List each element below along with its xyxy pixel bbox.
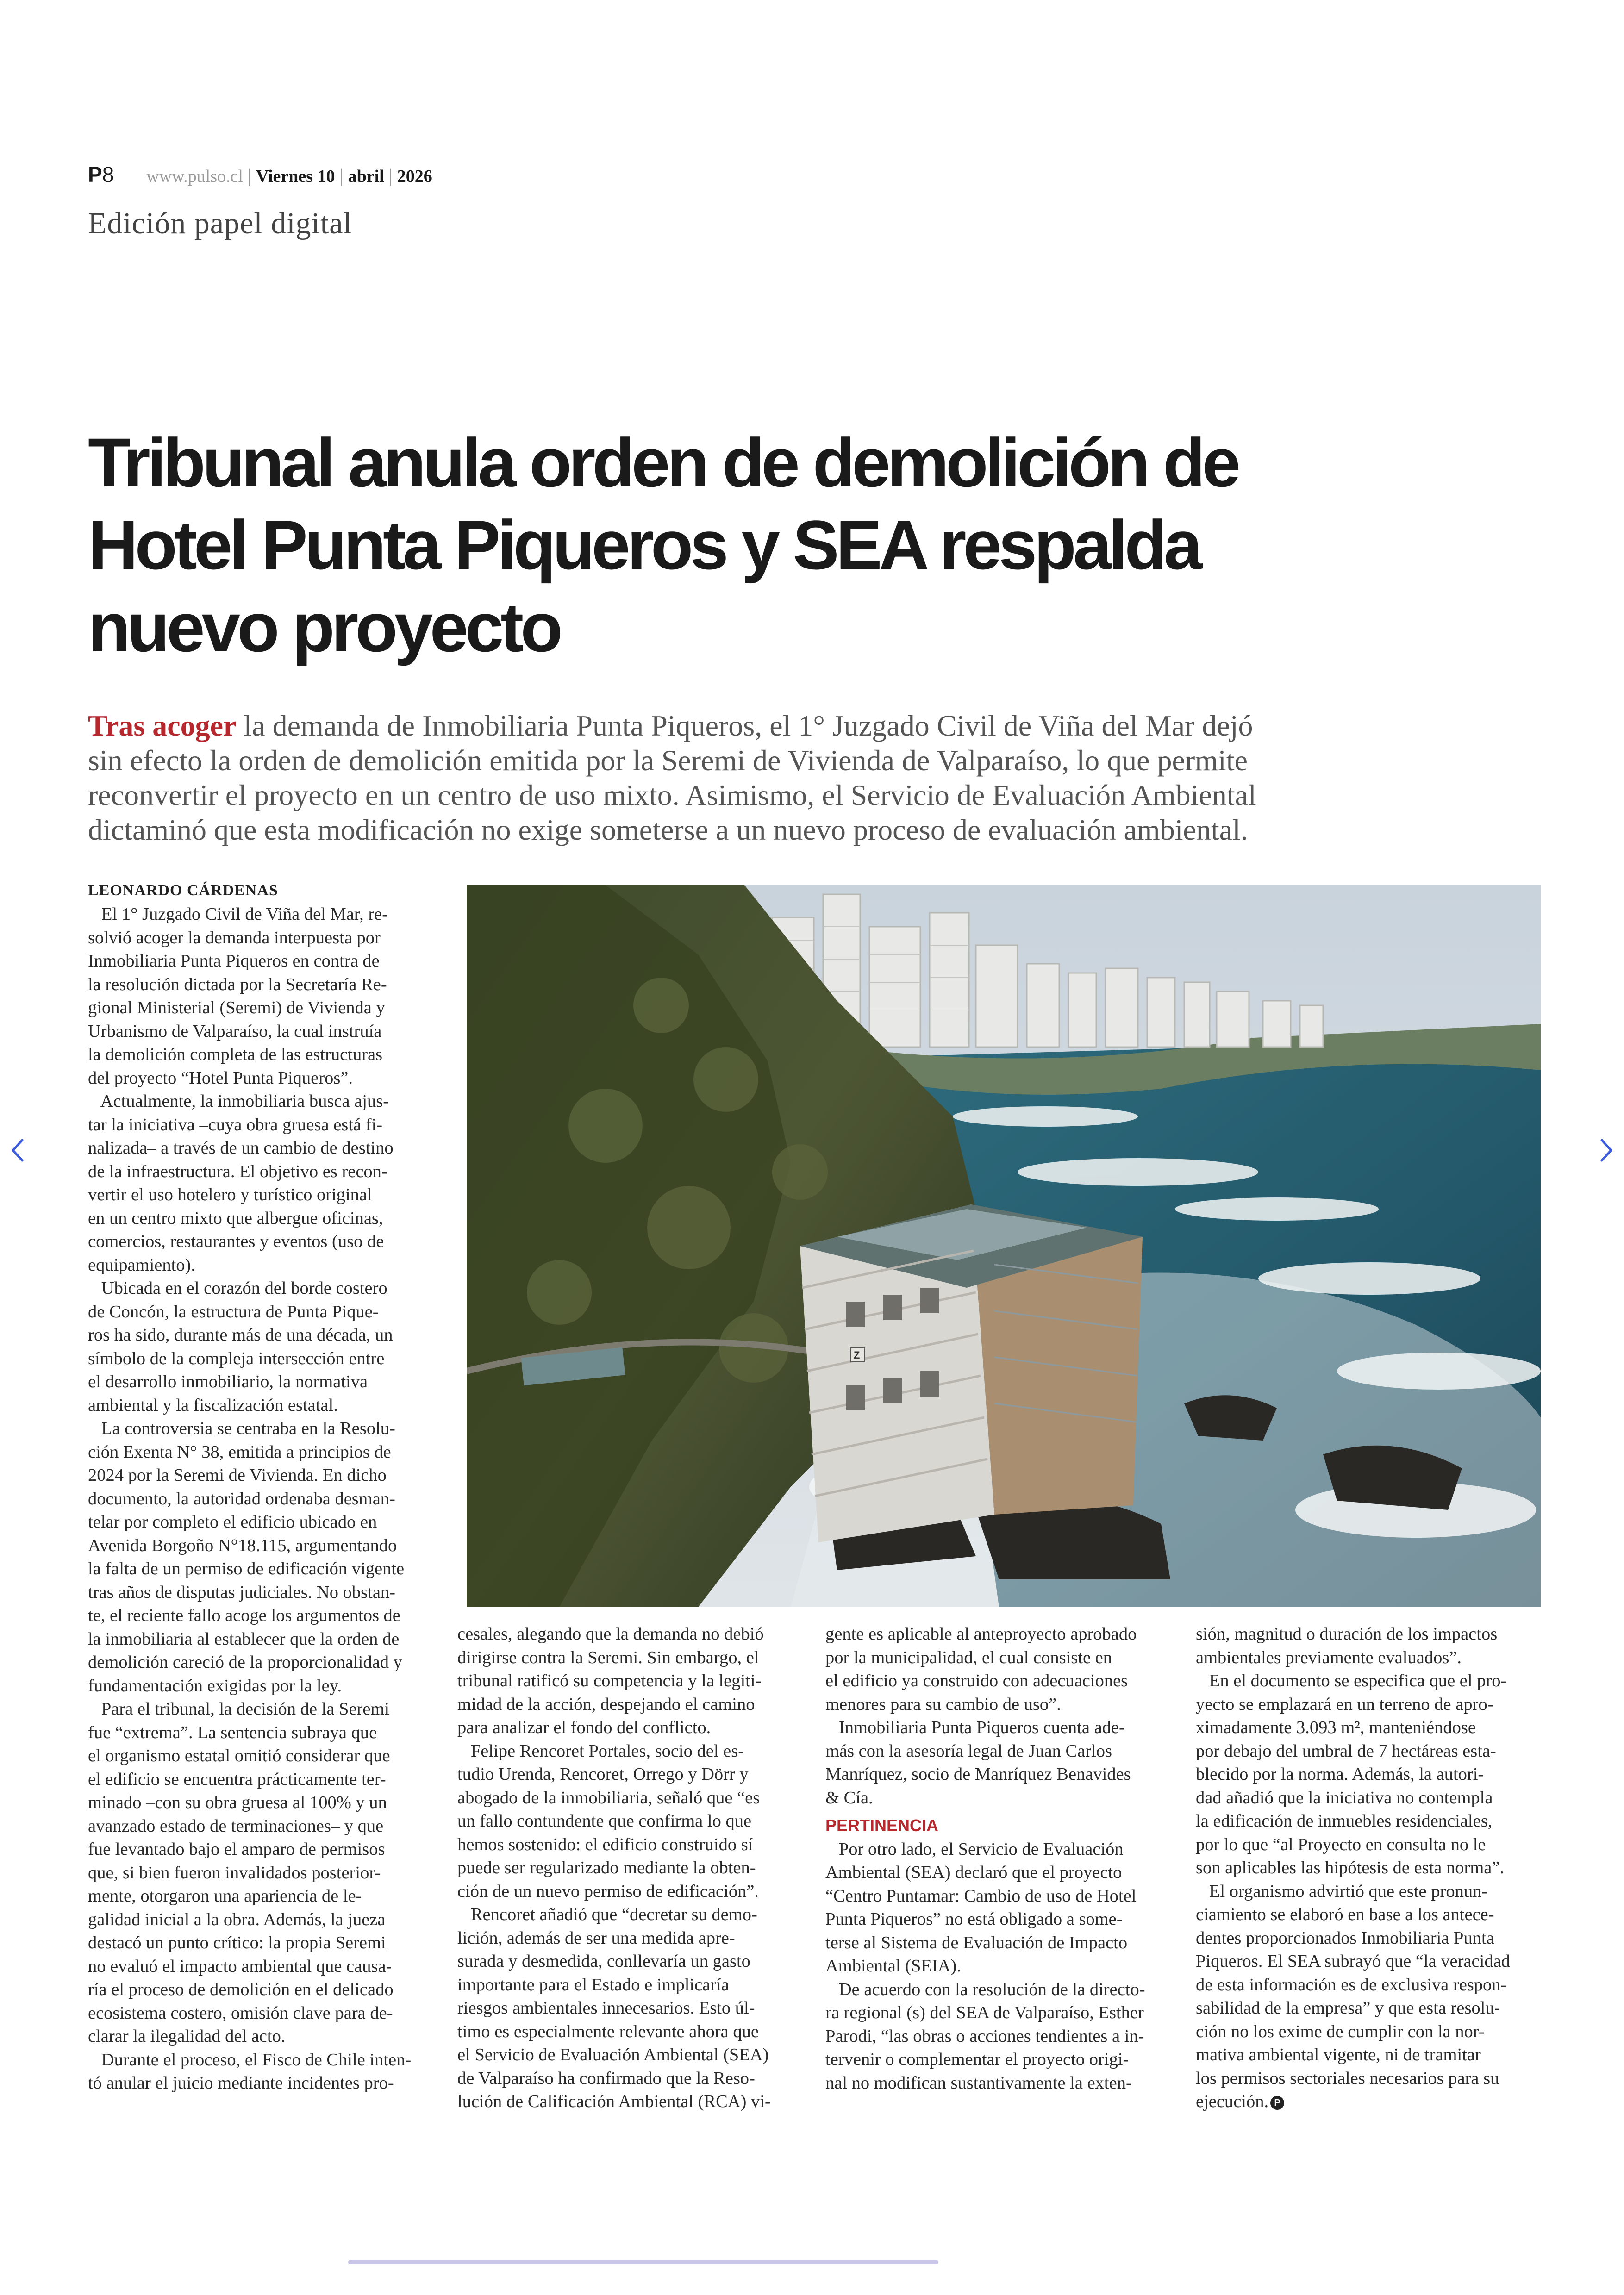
text-line: por la municipalidad, el cual consiste en — [825, 1647, 1112, 1667]
text-line: galidad inicial a la obra. Además, la jueza — [88, 1909, 386, 1929]
text-line: los permisos sectoriales necesarios para su — [1196, 2068, 1499, 2088]
text-line: Punta Piqueros” no está obligado a some- — [825, 1909, 1123, 1929]
text-line: fue “extrema”. La sentencia subraya que — [88, 1722, 377, 1742]
text-line: por lo que “al Proyecto en consulta no le — [1196, 1834, 1486, 1854]
text-line: fue levantado bajo el amparo de permisos — [88, 1840, 385, 1859]
headline-line: Tribunal anula orden de demolición de — [88, 424, 1238, 501]
text-line: la falta de un permiso de edificación vigente — [88, 1559, 405, 1578]
text-line: Rencoret añadió que “decretar su demo- — [457, 1905, 757, 1924]
text-line: te, el reciente fallo acoge los argumentos de — [88, 1606, 400, 1625]
text-line: el organismo estatal omitió considerar que — [88, 1746, 390, 1765]
text-line: dad añadió que la iniciativa no contempla — [1196, 1788, 1493, 1808]
article-photo-hotel-punta-piqueros — [467, 885, 1541, 1607]
text-line: yecto se emplazará en un terreno de apro- — [1196, 1694, 1493, 1714]
text-line: equipamiento). — [88, 1255, 195, 1275]
text-line: El 1° Juzgado Civil de Viña del Mar, re- — [88, 904, 388, 924]
previous-page-arrow-icon[interactable] — [8, 1136, 27, 1164]
text-line: un fallo contundente que confirma lo que — [457, 1811, 752, 1831]
header-year: 2026 — [397, 167, 432, 186]
text-line: tó anular el juicio mediante incidentes pro- — [88, 2073, 394, 2093]
header-day: Viernes 10 — [256, 167, 335, 186]
text-line: Ambiental (SEA) declaró que el proyecto — [825, 1863, 1122, 1882]
text-line: la edificación de inmuebles residenciales, — [1196, 1811, 1493, 1831]
lead-paragraph — [88, 708, 1384, 847]
text-line: Felipe Rencoret Portales, socio del es- — [457, 1741, 744, 1761]
lead-line: reconvertir el proyecto en un centro de uso mixto. Asimismo, el Servicio de Evaluación Ambiental — [88, 779, 1256, 811]
text-line: solvió acoger la demanda interpuesta por — [88, 928, 381, 948]
text-line: & Cía. — [825, 1788, 873, 1808]
text-line: terse al Sistema de Evaluación de Impacto — [825, 1933, 1128, 1952]
text-line: ciamiento se elaboró en base a los antece- — [1196, 1905, 1494, 1924]
page-number — [88, 162, 114, 187]
header-separator: | — [339, 165, 344, 186]
text-line: gente es aplicable al anteproyecto aprobado — [825, 1624, 1137, 1644]
text-line: mativa ambiental vigente, ni de tramitar — [1196, 2045, 1481, 2064]
text-line: vertir el uso hotelero y turístico original — [88, 1185, 372, 1204]
text-line: ción de un nuevo permiso de edificación”. — [457, 1881, 759, 1901]
text-line: avanzado estado de terminaciones– y que — [88, 1816, 384, 1836]
body-column-2 — [457, 1622, 800, 2114]
text-line: la resolución dictada por la Secretaría Re- — [88, 974, 387, 994]
text-line: la inmobiliaria al establecer que la orden de — [88, 1629, 400, 1649]
text-line: Ubicada en el corazón del borde costero — [88, 1278, 387, 1298]
text-line: Por otro lado, el Servicio de Evaluación — [825, 1839, 1124, 1859]
text-line: lución de Calificación Ambiental (RCA) vi- — [457, 2092, 771, 2111]
text-line: dirigirse contra la Seremi. Sin embargo, el — [457, 1647, 759, 1667]
header-month: abril — [348, 167, 384, 186]
horizontal-scrollbar[interactable] — [348, 2260, 938, 2264]
text-line: hemos sostenido: el edificio construido sí — [457, 1834, 753, 1854]
text-line: menores para su cambio de uso”. — [825, 1694, 1061, 1714]
text-line: ría el proceso de demolición en el delicado — [88, 1980, 394, 1999]
text-line: tudio Urenda, Rencoret, Orrego y Dörr y — [457, 1765, 749, 1784]
header-separator: | — [247, 165, 251, 186]
column-3-part-a — [825, 1622, 1168, 1809]
text-line: por debajo del umbral de 7 hectáreas esta- — [1196, 1741, 1496, 1761]
text-line: telar por completo el edificio ubicado en — [88, 1512, 377, 1532]
text-line: comercios, restaurantes y eventos (uso de — [88, 1232, 384, 1251]
subheading-pertinencia: PERTINENCIA — [825, 1816, 939, 1835]
text-line: “Centro Puntamar: Cambio de uso de Hotel — [825, 1886, 1137, 1906]
text-line: lición, además de ser una medida apre- — [457, 1928, 735, 1948]
text-line: en un centro mixto que albergue oficinas, — [88, 1208, 383, 1228]
text-line: sabilidad de la empresa” y que esta resolu- — [1196, 1998, 1500, 2018]
text-line: clarar la ilegalidad del acto. — [88, 2027, 286, 2046]
text-line: blecido por la norma. Además, la autori- — [1196, 1765, 1484, 1784]
text-line: tervenir o complementar el proyecto origi- — [825, 2050, 1129, 2069]
text-line: La controversia se centraba en la Resolu- — [88, 1419, 395, 1438]
column-3-part-b — [825, 1838, 1168, 2095]
text-line: ros ha sido, durante más de una década, un — [88, 1325, 393, 1345]
text-line: la demolición completa de las estructuras — [88, 1045, 383, 1064]
text-line: tribunal ratificó su competencia y la legiti- — [457, 1671, 762, 1690]
text-line: timo es especialmente relevante ahora que — [457, 2021, 759, 2041]
body-column-1 — [88, 903, 431, 2095]
text-line: ra regional (s) del SEA de Valparaíso, Esther — [825, 2003, 1144, 2022]
column-4-lines — [1196, 1622, 1548, 2090]
text-line: Urbanismo de Valparaíso, la cual instruía — [88, 1021, 382, 1041]
headline — [88, 421, 1430, 668]
text-line: son aplicables las hipótesis de esta norma”. — [1196, 1858, 1505, 1877]
text-line: dentes proporcionados Inmobiliaria Punta — [1196, 1928, 1494, 1948]
text-line: Durante el proceso, el Fisco de Chile inten- — [88, 2050, 412, 2070]
lead-first-line: la demanda de Inmobiliaria Punta Piqueros, el 1° Juzgado Civil de Viña del Mar dejó — [236, 709, 1253, 742]
text-line: Piqueros. El SEA subrayó que “la veracidad — [1196, 1952, 1510, 1971]
text-line: ecosistema costero, omisión clave para de- — [88, 2003, 393, 2023]
text-line: de la infraestructura. El objetivo es recon- — [88, 1161, 387, 1181]
text-line: midad de la acción, despejando el camino — [457, 1694, 755, 1714]
text-line: símbolo de la compleja intersección entre — [88, 1348, 385, 1368]
text-line: sión, magnitud o duración de los impactos — [1196, 1624, 1498, 1644]
text-line: 2024 por la Seremi de Vivienda. En dicho — [88, 1466, 387, 1485]
text-line: Manríquez, socio de Manríquez Benavides — [825, 1765, 1131, 1784]
text-line: del proyecto “Hotel Punta Piqueros”. — [88, 1068, 353, 1088]
text-line: demolición careció de la proporcionalidad y — [88, 1653, 402, 1672]
byline: LEONARDO CÁRDENAS — [88, 882, 278, 899]
text-line: minado –con su obra gruesa al 100% y un — [88, 1793, 387, 1812]
text-line: el desarrollo inmobiliario, la normativa — [88, 1372, 368, 1391]
text-line: tras años de disputas judiciales. No obstan- — [88, 1582, 395, 1602]
last-line-text: ejecución. — [1196, 2092, 1269, 2111]
text-line: fundamentación exigidas por la ley. — [88, 1676, 342, 1696]
text-line: puede ser regularizado mediante la obten- — [457, 1858, 756, 1877]
body-column-4 — [1196, 1622, 1548, 2114]
text-line: de esta información es de exclusiva respon- — [1196, 1975, 1507, 1995]
text-line: el edificio ya construido con adecuaciones — [825, 1671, 1128, 1690]
page-letter: P — [88, 162, 102, 187]
body-column-3 — [825, 1622, 1168, 2095]
text-line: el Servicio de Evaluación Ambiental (SEA) — [457, 2045, 769, 2064]
text-line: En el documento se especifica que el pro- — [1196, 1671, 1507, 1690]
headline-line: nuevo proyecto — [88, 588, 560, 666]
text-line: documento, la autoridad ordenaba desman- — [88, 1489, 395, 1509]
page-number-digits: 8 — [102, 162, 114, 187]
text-line: Inmobiliaria Punta Piqueros cuenta ade- — [825, 1718, 1125, 1737]
text-line: cesales, alegando que la demanda no debió — [457, 1624, 764, 1644]
text-line — [1196, 2090, 1548, 2114]
text-line: tar la iniciativa –cuya obra gruesa está fi- — [88, 1115, 383, 1135]
text-line: gional Ministerial (Seremi) de Vivienda y — [88, 998, 385, 1017]
text-line: Parodi, “las obras o acciones tendientes a in- — [825, 2026, 1144, 2046]
text-line: ción Exenta N° 38, emitida a principios de — [88, 1442, 391, 1462]
text-line: de Concón, la estructura de Punta Pique- — [88, 1302, 379, 1322]
lead-line: sin efecto la orden de demolición emitida por la Seremi de Vivienda de Valparaíso, lo que permite — [88, 744, 1248, 777]
hotel-sign-text: Z — [854, 1349, 860, 1361]
text-line: Inmobiliaria Punta Piqueros en contra de — [88, 951, 380, 971]
text-line: surada y desmedida, conllevaría un gasto — [457, 1952, 750, 1971]
text-line: nal no modifican sustantivamente la exten- — [825, 2073, 1132, 2093]
site-url: www.pulso.cl — [146, 167, 243, 186]
header-separator: | — [388, 165, 393, 186]
text-line: mente, otorgaron una apariencia de le- — [88, 1886, 362, 1906]
lead-kicker: Tras acoger — [88, 709, 237, 742]
text-line: destacó un punto crítico: la propia Seremi — [88, 1933, 386, 1952]
text-line: Ambiental (SEIA). — [825, 1956, 961, 1976]
text-line: más con la asesoría legal de Juan Carlos — [825, 1741, 1112, 1761]
text-line: no evaluó el impacto ambiental que causa- — [88, 1956, 392, 1976]
text-line: El organismo advirtió que este pronun- — [1196, 1881, 1488, 1901]
text-line: Actualmente, la inmobiliaria busca ajus- — [88, 1091, 389, 1111]
text-line: ción no los exime de cumplir con la nor- — [1196, 2021, 1485, 2041]
lead-line: dictaminó que esta modificación no exige someterse a un nuevo proceso de evaluación ambiental. — [88, 813, 1248, 846]
text-line: ambientales previamente evaluados”. — [1196, 1647, 1462, 1667]
text-line: nalizada– a través de un cambio de destino — [88, 1138, 394, 1158]
text-line: Avenida Borgoño N°18.115, argumentando — [88, 1535, 397, 1555]
text-line: ambiental y la fiscalización estatal. — [88, 1395, 338, 1415]
page-header — [88, 162, 432, 190]
headline-line: Hotel Punta Piqueros y SEA respalda — [88, 506, 1199, 584]
text-line: para analizar el fondo del conflicto. — [457, 1718, 711, 1737]
text-line: importante para el Estado e implicaría — [457, 1975, 729, 1995]
edition-label: Edición papel digital — [88, 206, 352, 240]
text-line: De acuerdo con la resolución de la directo- — [825, 1979, 1145, 1999]
end-of-article-icon: P — [1270, 2096, 1284, 2110]
text-line: de Valparaíso ha confirmado que la Reso- — [457, 2068, 755, 2088]
next-page-arrow-icon[interactable] — [1597, 1136, 1616, 1164]
text-line: el edificio se encuentra prácticamente ter- — [88, 1769, 386, 1789]
text-line: Para el tribunal, la decisión de la Seremi — [88, 1699, 390, 1719]
text-line: que, si bien fueron invalidados posterior- — [88, 1863, 381, 1883]
lead-line — [88, 708, 1384, 743]
text-line: ximadamente 3.093 m², manteniéndose — [1196, 1718, 1476, 1737]
text-line: abogado de la inmobiliaria, señaló que “es — [457, 1788, 760, 1808]
text-line: riesgos ambientales innecesarios. Esto úl- — [457, 1998, 755, 2018]
